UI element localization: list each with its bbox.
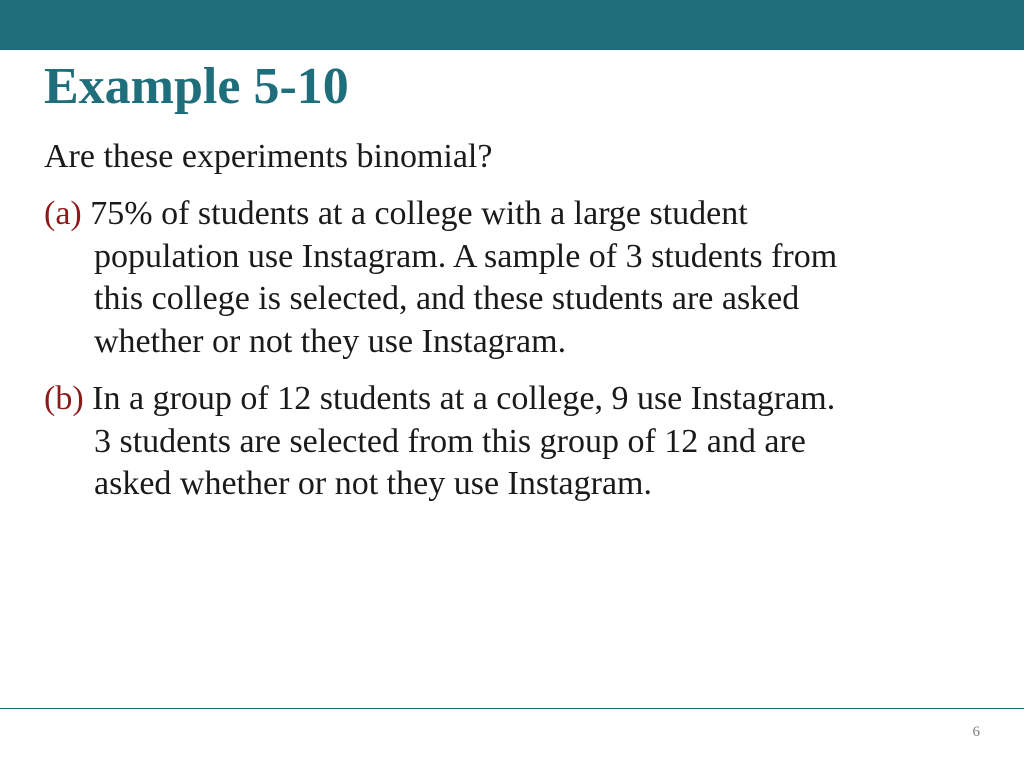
page-number: 6 bbox=[972, 724, 980, 740]
slide-title: Example 5-10 bbox=[44, 58, 349, 115]
footer-divider bbox=[0, 708, 1024, 709]
slide-question: Are these experiments binomial? bbox=[44, 138, 493, 175]
list-item-a bbox=[44, 193, 984, 363]
item-b-line-1: In a group of 12 students at a college, 9 use Instagram. bbox=[92, 380, 836, 417]
item-b-first-line bbox=[44, 378, 984, 421]
list-item-b bbox=[44, 378, 984, 506]
item-a-marker: (a) bbox=[44, 195, 82, 232]
item-a-line-4: whether or not they use Instagram. bbox=[94, 322, 567, 360]
header-bar bbox=[0, 0, 1024, 50]
item-a-line-1: 75% of students at a college with a large student bbox=[90, 195, 748, 232]
item-b-line-2: 3 students are selected from this group of 12 and are bbox=[94, 422, 806, 460]
item-a-line-2: population use Instagram. A sample of 3 students from bbox=[94, 237, 838, 275]
item-b-marker: (b) bbox=[44, 380, 84, 417]
item-b-line-3: asked whether or not they use Instagram. bbox=[94, 465, 652, 502]
item-a-first-line bbox=[44, 193, 984, 236]
item-a-line-3: this college is selected, and these students are asked bbox=[94, 280, 800, 317]
